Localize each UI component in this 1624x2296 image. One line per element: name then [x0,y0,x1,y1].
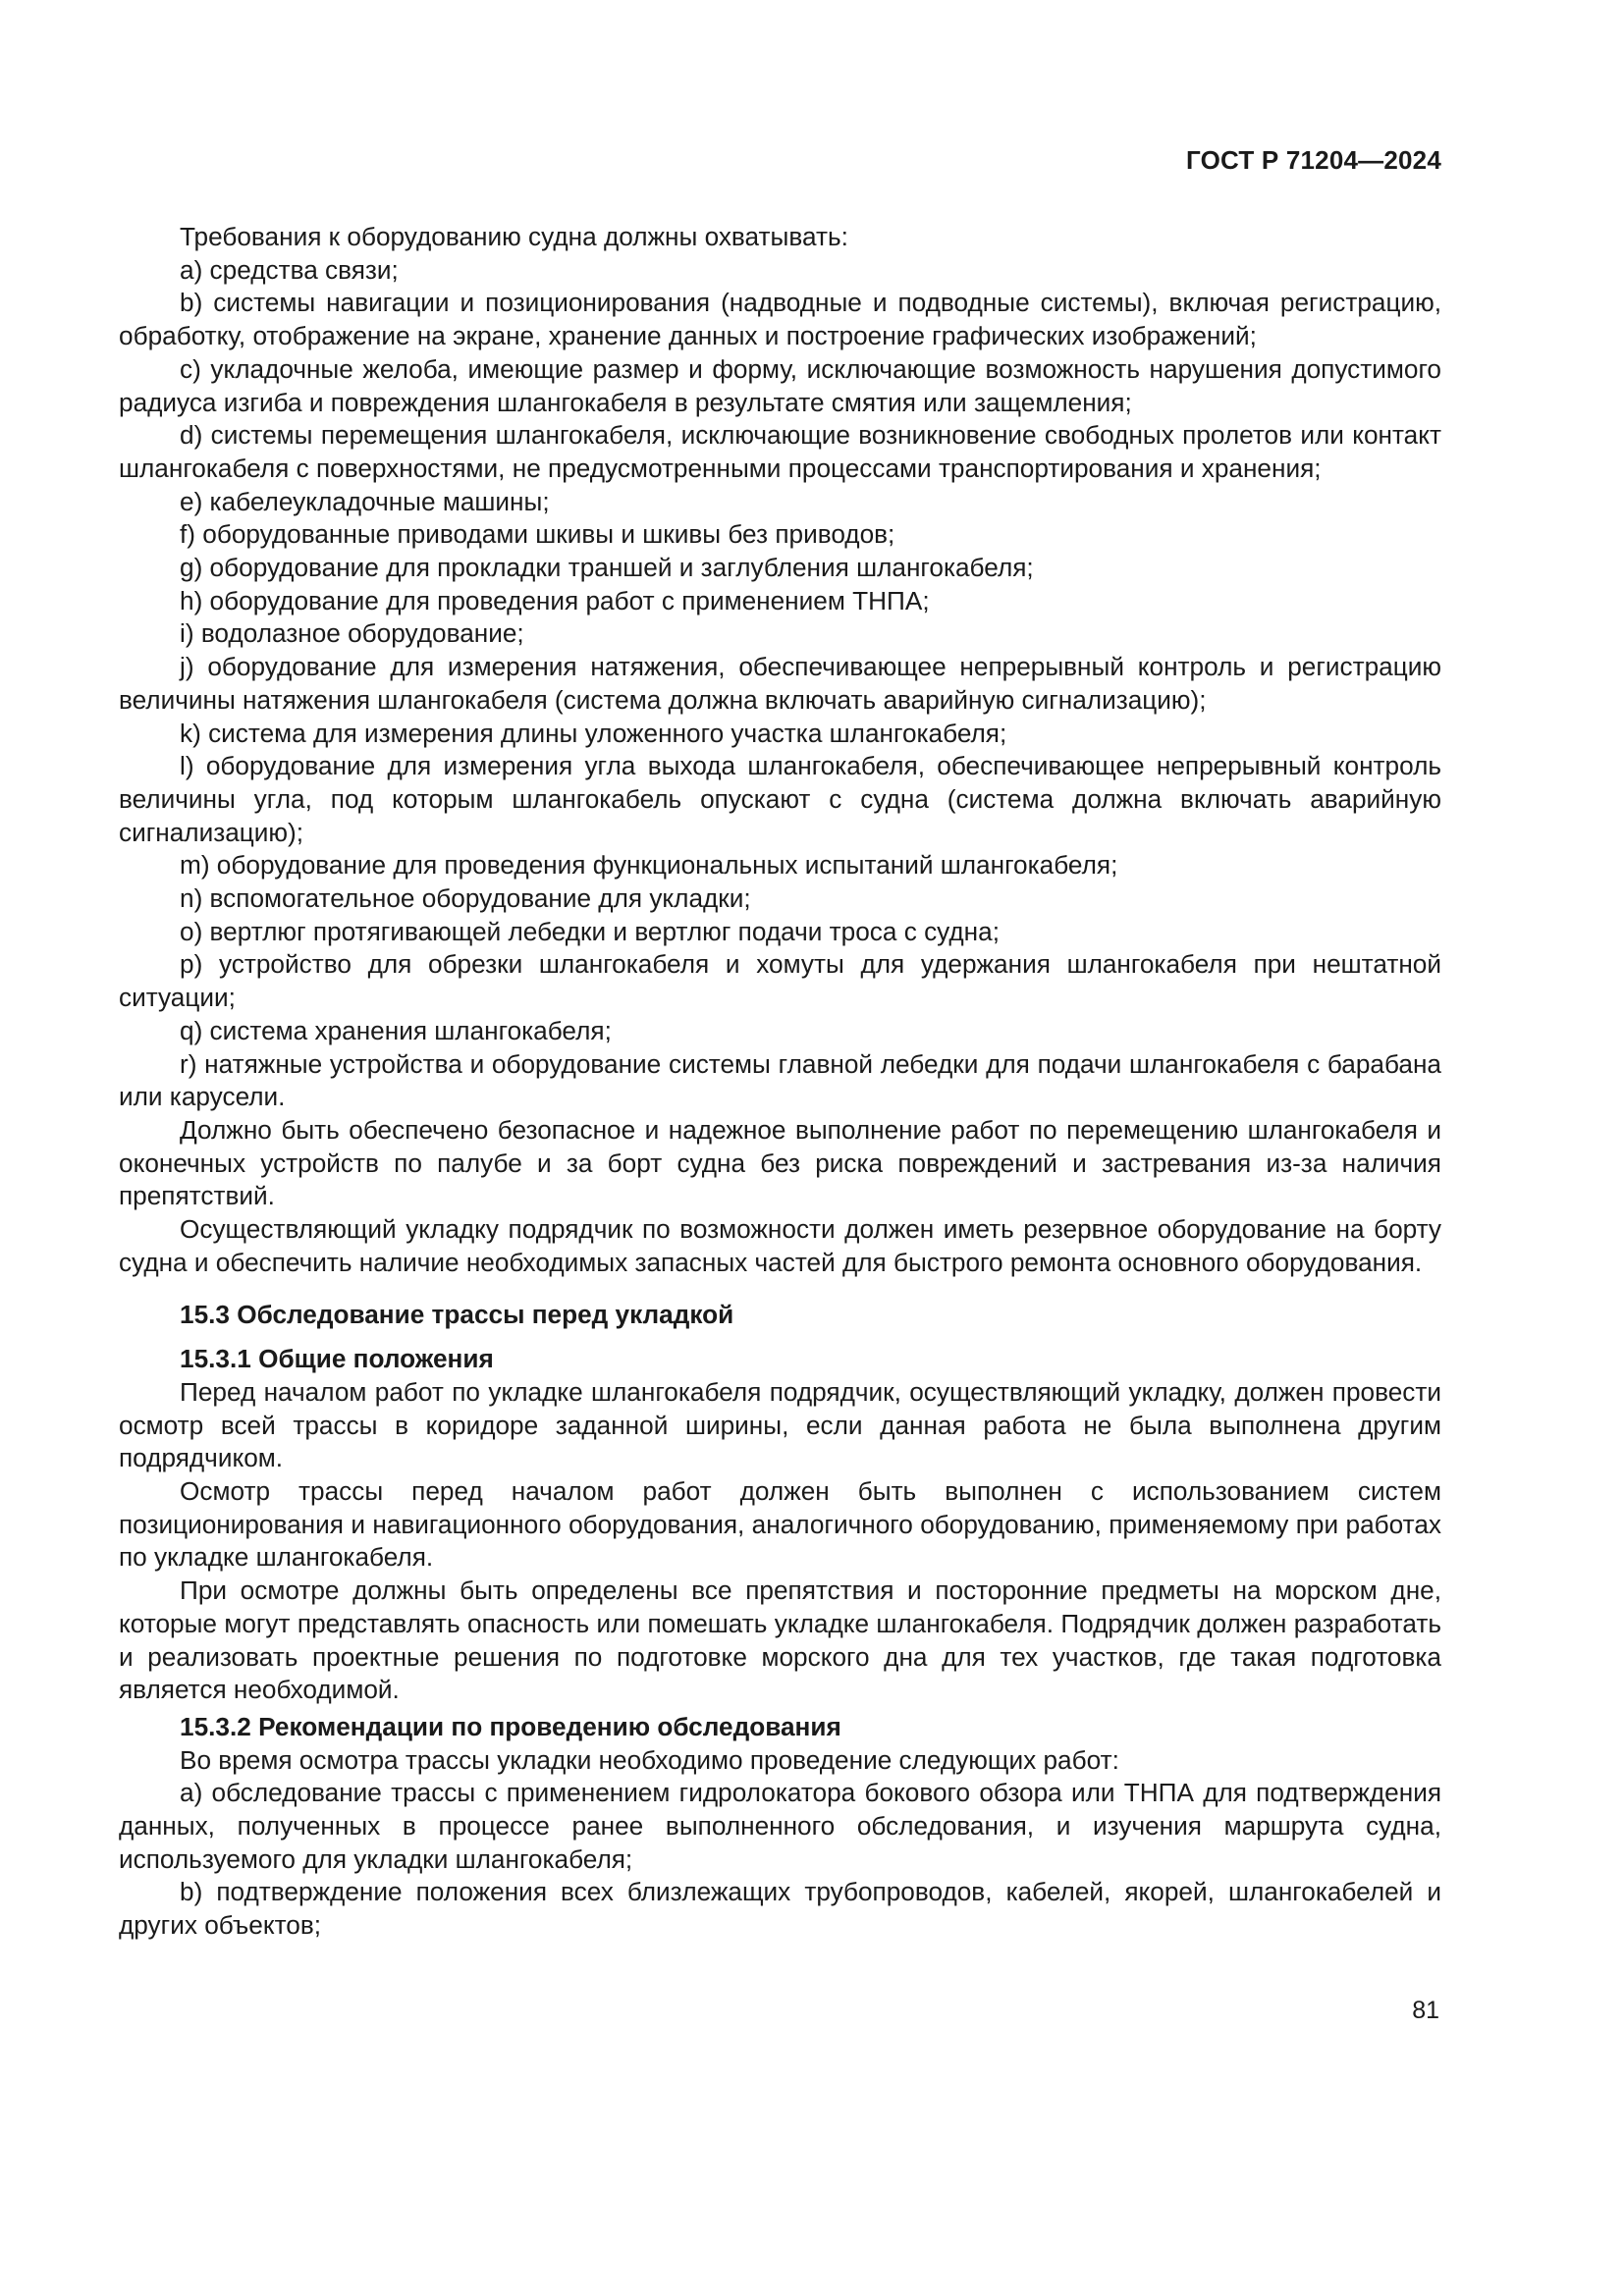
paragraph: Осмотр трассы перед началом работ должен быть выполнен с использованием систем позиционирования и навигационного оборудования, аналогичного оборудованию, применяемому при работах по укладке шлангокабеля. [119,1476,1441,1573]
list-item: b) системы навигации и позиционирования (надводные и подводные системы), включая регистрацию, обработку, отображение на экране, хранение данных и построение графических изображений; [119,288,1441,351]
list-item: q) система хранения шлангокабеля; [180,1015,612,1045]
page-number: 81 [1412,1997,1439,2024]
paragraph-handling: Должно быть обеспечено безопасное и надежное выполнение работ по перемещению шлангокабеля и оконечных устройств по палубе и за борт судна без риска повреждений и застревания из-за наличия препятствий. [119,1114,1441,1211]
list-item: d) системы перемещения шлангокабеля, исключающие возникновение свободных пролетов или контакт шлангокабеля с поверхностями, не предусмотренными процессами транспортирования и хранения; [119,420,1441,483]
paragraph: Перед началом работ по укладке шлангокабеля подрядчик, осуществляющий укладку, должен провести осмотр всей трассы в коридоре заданной ширины, если данная работа не была выполнена другим подрядчиком. [119,1376,1441,1473]
list-item: a) обследование трассы с применением гидролокатора бокового обзора или ТНПА для подтверждения данных, полученных в процессе ранее выполненного обследования, и изучения маршрута судна, используемого для укладки шлангокабеля; [119,1778,1441,1874]
list-item: r) натяжные устройства и оборудование системы главной лебедки для подачи шлангокабеля с барабана или карусели. [119,1048,1441,1112]
list-item: l) оборудование для измерения угла выхода шлангокабеля, обеспечивающее непрерывный контроль величины угла, под которым шлангокабель опускают с судна (система должна включать аварийную сигнализацию); [119,751,1441,847]
list-item: e) кабелеукладочные машины; [180,486,550,516]
document-code-header: ГОСТ Р 71204—2024 [1186,145,1441,175]
list-item: i) водолазное оборудование; [180,618,524,649]
list-item: o) вертлюг протягивающей лебедки и вертлюг подачи троса с судна; [180,916,1000,946]
list-item: p) устройство для обрезки шлангокабеля и хомуты для удержания шлангокабеля при нештатной ситуации; [119,949,1441,1013]
list-item: k) система для измерения длины уложенного участка шлангокабеля; [180,718,1007,748]
list-item: b) подтверждение положения всех близлежащих трубопроводов, кабелей, якорей, шлангокабелей и других объектов; [119,1877,1441,1941]
paragraph-spares: Осуществляющий укладку подрядчик по возможности должен иметь резервное оборудование на борту судна и обеспечить наличие необходимых запасных частей для быстрого ремонта основного оборудования. [119,1214,1441,1277]
subsection-heading-15-3-1: 15.3.1 Общие положения [180,1344,494,1374]
list-item: c) укладочные желоба, имеющие размер и форму, исключающие возможность нарушения допустимого радиуса изгиба и повреждения шлангокабеля в результате смятия или защемления; [119,353,1441,417]
list-item: j) оборудование для измерения натяжения, обеспечивающее непрерывный контроль и регистрацию величины натяжения шлангокабеля (система должна включать аварийную сигнализацию); [119,652,1441,715]
subsection-heading-15-3-2: 15.3.2 Рекомендации по проведению обследования [180,1711,841,1741]
paragraph: Во время осмотра трассы укладки необходимо проведение следующих работ: [180,1744,1119,1775]
document-body [119,221,1441,1943]
list-item: h) оборудование для проведения работ с применением ТНПА; [180,585,930,615]
paragraph-intro: Требования к оборудованию судна должны охватывать: [180,222,848,251]
list-item: g) оборудование для прокладки траншей и заглубления шлангокабеля; [180,553,1034,583]
list-item: n) вспомогательное оборудование для укладки; [180,883,751,914]
paragraph: При осмотре должны быть определены все препятствия и посторонние предметы на морском дне, которые могут представлять опасность или помешать укладке шлангокабеля. Подрядчик должен разработать и реализовать проектные решения по подготовке морского дна для тех участков, где такая подготовка является необходимой. [119,1575,1441,1705]
list-item: f) оборудованные приводами шкивы и шкивы без приводов; [180,519,895,550]
list-item: m) оборудование для проведения функциональных испытаний шлангокабеля; [180,850,1118,881]
list-item: a) средства связи; [180,254,399,285]
section-heading-15-3: 15.3 Обследование трассы перед укладкой [180,1299,734,1329]
